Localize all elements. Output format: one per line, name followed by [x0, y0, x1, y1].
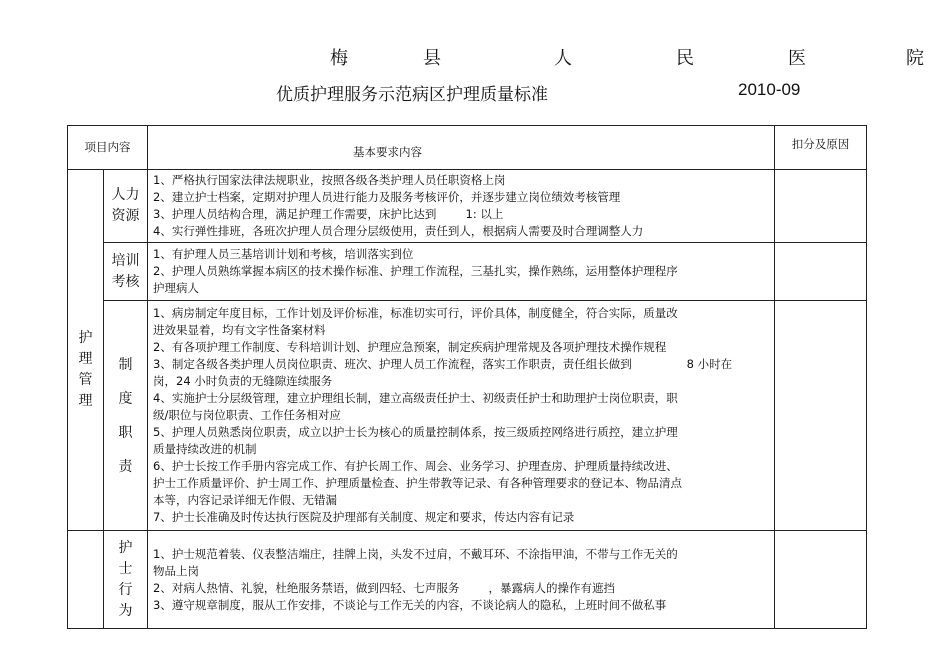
requirement-line: 进效果显着，均有文字性备案材料 — [153, 323, 326, 337]
deduction-cell[interactable] — [775, 170, 867, 243]
section-label-nursing-management — [68, 170, 104, 531]
column-header-basic-requirements: 基本要求内容 — [148, 126, 775, 170]
hospital-title-char: 县 — [423, 48, 441, 69]
requirement-line: 岗，24 小时负责的无缝隙连续服务 — [153, 374, 333, 388]
requirement-line: 7、护士长准确及时传达执行医院及护理部有关制度、规定和要求，传达内容有记录 — [153, 510, 575, 524]
table-row-training — [68, 243, 867, 301]
table-row-manpower — [68, 170, 867, 243]
category-label-line: 为 — [118, 602, 133, 619]
table-header-row — [68, 126, 867, 170]
section-label-char: 理 — [78, 351, 93, 367]
deduction-cell[interactable] — [775, 243, 867, 301]
requirements-cell — [148, 301, 775, 531]
document-subtitle: 优质护理服务示范病区护理质量标准 — [276, 85, 548, 105]
requirements-cell — [148, 243, 775, 301]
requirement-line: 级/职位与岗位职责、工作任务相对应 — [153, 408, 341, 422]
category-label-line: 职 — [118, 424, 133, 441]
requirement-line: 3、遵守规章制度，服从工作安排，不谈论与工作无关的内容，不谈论病人的隐私，上班时间不做私事 — [153, 597, 667, 612]
hospital-title-char: 民 — [676, 48, 694, 69]
requirement-line: 物品上岗 — [153, 563, 199, 578]
category-label-line: 人力 — [111, 187, 140, 203]
section-label-char: 护 — [78, 330, 93, 346]
requirement-line: 本等，内容记录详细无作假、无错漏 — [153, 493, 337, 507]
category-label-line: 资源 — [111, 208, 140, 224]
requirement-line: 1、严格执行国家法律法规职业，按照各级各类护理人员任职资格上岗 — [153, 173, 506, 187]
hospital-title-char: 医 — [788, 48, 806, 69]
category-label-line: 士 — [118, 560, 133, 577]
requirements-cell — [148, 531, 775, 629]
column-header-item: 项目内容 — [68, 126, 148, 170]
hospital-title-char: 梅 — [330, 48, 348, 69]
requirement-line: 4、实施护士分层级管理，建立护理组长制，建立高级责任护士、初级责任护士和助理护士岗位职责，职 — [153, 391, 678, 405]
category-label-line: 护 — [118, 539, 133, 556]
hospital-title — [0, 44, 950, 68]
category-label-line: 度 — [118, 390, 133, 407]
table-row-nurse-conduct — [68, 531, 867, 629]
category-label-line: 行 — [118, 581, 133, 598]
category-label-line: 制 — [118, 356, 133, 373]
category-label-line: 责 — [118, 458, 133, 475]
section-label-char: 管 — [78, 372, 93, 388]
hospital-title-char: 人 — [554, 48, 572, 69]
category-label-line: 培训 — [111, 252, 140, 269]
category-label-nurse-conduct — [104, 531, 148, 629]
requirement-line: 2、建立护士档案，定期对护理人员进行能力及服务考核评价，并逐步建立岗位绩效考核管理 — [153, 190, 621, 204]
category-label-rules-duties — [104, 301, 148, 531]
section-label-char: 理 — [78, 393, 93, 409]
requirement-line: 1、病房制定年度目标，工作计划及评价标准，标准切实可行，评价具体，制度健全，符合实际，质量改 — [153, 306, 678, 320]
requirement-line: 3、制定各级各类护理人员岗位职责、班次、护理人员工作流程，落实工作职责，责任组长做到 8 小时在 — [153, 357, 733, 371]
requirement-line: 2、有各项护理工作制度、专科培训计划、护理应急预案，制定疾病护理常规及各项护理技术操作规程 — [153, 340, 667, 354]
requirement-line: 护理病人 — [153, 281, 199, 295]
document-date: 2010-09 — [738, 80, 801, 99]
section-label-blank — [68, 531, 104, 629]
category-label-line: 考核 — [111, 273, 140, 290]
requirement-line: 4、实行弹性排班，各班次护理人员合理分层级使用，责任到人，根据病人需要及时合理调整人力 — [153, 224, 644, 238]
deduction-cell[interactable] — [775, 531, 867, 629]
requirement-line: 1、有护理人员三基培训计划和考核，培训落实到位 — [153, 247, 414, 261]
quality-standard-table — [67, 125, 867, 629]
requirement-line: 2、对病人热情、礼貌，杜绝服务禁语，做到四轻、七声服务 ，暴露病人的操作有遮挡 — [153, 580, 616, 595]
requirement-line: 质量持续改进的机制 — [153, 442, 257, 456]
requirement-line: 6、护士长按工作手册内容完成工作、有护长周工作、周会、业务学习、护理查房、护理质量持续改进、 — [153, 459, 678, 473]
requirement-line: 5、护理人员熟悉岗位职责，成立以护士长为核心的质量控制体系，按三级质控网络进行质控，建立护理 — [153, 425, 678, 439]
requirement-line: 1、护士规范着装、仪表整洁端庄，挂牌上岗，头发不过肩，不戴耳环、不涂指甲油，不带与工作无关的 — [153, 546, 678, 561]
category-label-manpower — [104, 170, 148, 243]
requirement-line: 2、护理人员熟练掌握本病区的技术操作标准、护理工作流程，三基扎实，操作熟练，运用整体护理程序 — [153, 264, 678, 278]
table-row-rules-duties — [68, 301, 867, 531]
hospital-title-char: 院 — [906, 48, 924, 69]
category-label-training — [104, 243, 148, 301]
requirement-line: 护士工作质量评价、护士周工作、护理质量检查、护生带教等记录、有各种管理要求的登记本、物品清点 — [153, 476, 682, 490]
requirement-line: 3、护理人员结构合理，满足护理工作需要，床护比达到 1: 以上 — [153, 207, 504, 221]
requirements-cell — [148, 170, 775, 243]
column-header-deduction: 扣分及原因 — [775, 126, 867, 170]
deduction-cell[interactable] — [775, 301, 867, 531]
